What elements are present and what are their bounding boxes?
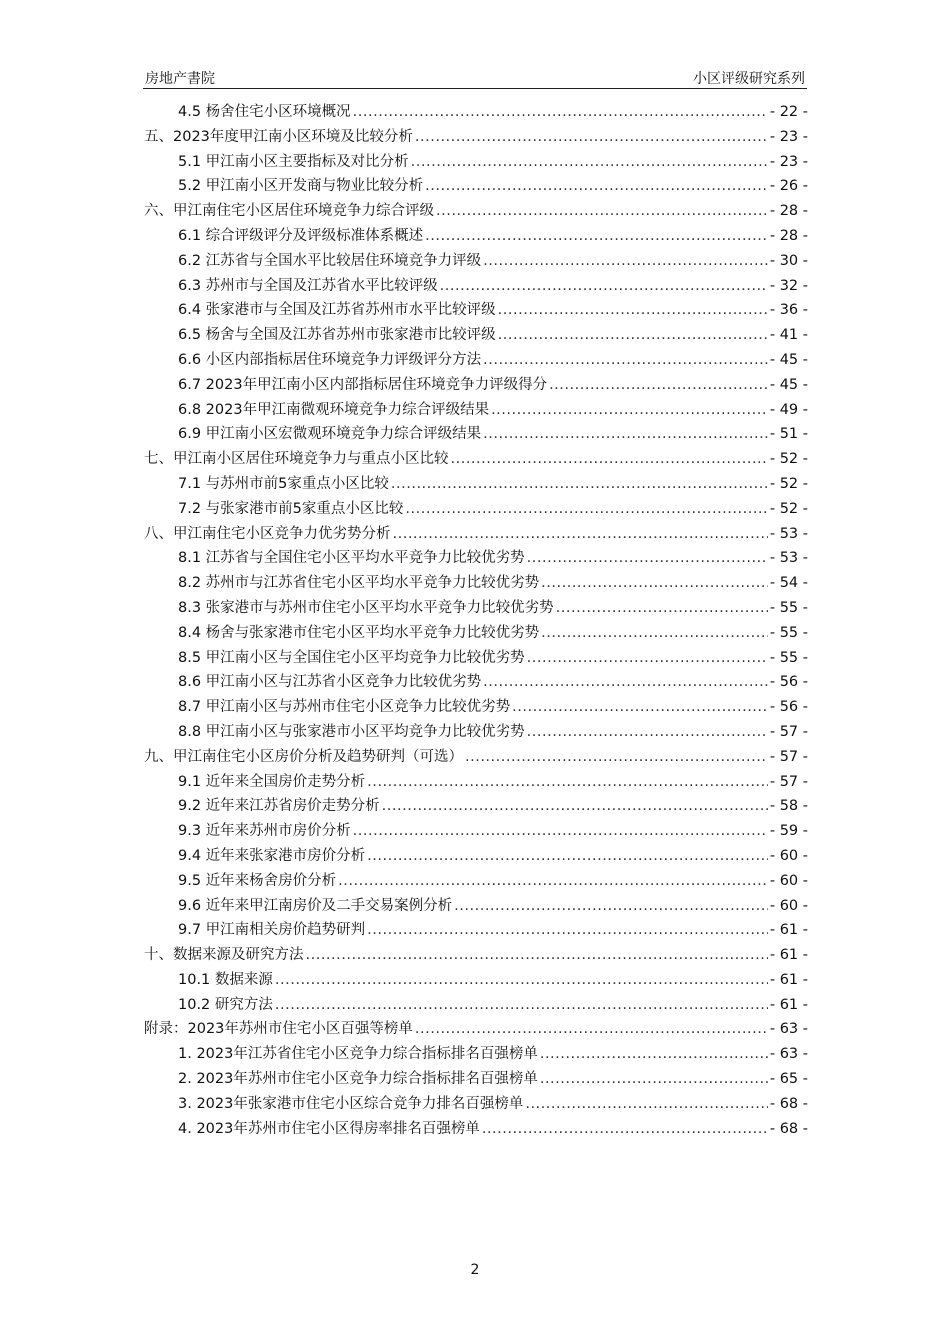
header-series-title: 小区评级研究系列 <box>693 71 805 87</box>
toc-leader-dots <box>483 352 768 368</box>
toc-entry-page: - 65 - <box>769 1071 808 1088</box>
toc-entry-page: - 36 - <box>769 302 808 319</box>
toc-entry-title: 9.7 甲江南相关房价趋势研判 <box>178 922 366 939</box>
toc-leader-dots <box>525 1096 768 1112</box>
toc-entry-title: 6.1 综合评级评分及评级标准体系概述 <box>178 227 424 244</box>
toc-entry-page: - 55 - <box>769 599 808 616</box>
toc-entry-title: 9.5 近年来杨舍房价分析 <box>178 872 337 889</box>
toc-leader-dots <box>556 600 768 616</box>
toc-leader-dots <box>405 501 767 517</box>
toc-entry-title: 6.4 张家港市与全国及江苏省苏州市水平比较评级 <box>178 302 496 319</box>
toc-leader-dots <box>411 154 768 170</box>
toc-leader-dots <box>425 178 768 194</box>
toc-entry-title: 8.1 江苏省与全国住宅小区平均水平竞争力比较优劣势 <box>178 550 525 567</box>
toc-entry[interactable] <box>144 918 808 943</box>
toc-entry-title: 6.9 甲江南小区宏微观环境竞争力综合评级结果 <box>178 426 482 443</box>
page-number: 2 <box>470 1262 480 1278</box>
toc-entry[interactable] <box>144 844 808 869</box>
toc-leader-dots <box>338 873 768 889</box>
toc-entry-title: 10.1 数据来源 <box>178 971 273 988</box>
toc-entry-title: 9.4 近年来张家港市房价分析 <box>178 847 366 864</box>
toc-entry-title: 六、甲江南住宅小区居住环境竞争力综合评级 <box>144 203 434 220</box>
toc-leader-dots <box>275 997 768 1013</box>
toc-entry[interactable] <box>144 373 808 398</box>
toc-leader-dots <box>465 749 768 765</box>
toc-entry-page: - 23 - <box>769 153 808 170</box>
toc-entry[interactable] <box>144 546 808 571</box>
toc-leader-dots <box>306 947 768 963</box>
toc-entry[interactable] <box>144 348 808 373</box>
toc-entry-title: 5.1 甲江南小区主要指标及对比分析 <box>178 153 409 170</box>
toc-leader-dots <box>415 129 768 145</box>
toc-entry[interactable] <box>144 745 808 770</box>
toc-entry-page: - 49 - <box>769 401 808 418</box>
toc-entry-page: - 23 - <box>769 128 808 145</box>
toc-entry[interactable] <box>144 125 808 150</box>
toc-entry[interactable] <box>144 249 808 274</box>
toc-entry-page: - 63 - <box>769 1021 808 1038</box>
toc-leader-dots <box>541 625 768 641</box>
toc-entry[interactable] <box>144 224 808 249</box>
table-of-contents <box>144 100 808 1141</box>
toc-entry-title: 9.2 近年来江苏省房价走势分析 <box>178 798 380 815</box>
toc-entry-title: 8.6 甲江南小区与江苏省小区竞争力比较优劣势 <box>178 674 482 691</box>
toc-entry-page: - 61 - <box>769 922 808 939</box>
toc-leader-dots <box>482 1121 768 1137</box>
toc-leader-dots <box>527 724 768 740</box>
toc-entry[interactable] <box>144 1092 808 1117</box>
toc-entry[interactable] <box>144 794 808 819</box>
toc-leader-dots <box>415 1021 768 1037</box>
toc-leader-dots <box>527 550 768 566</box>
toc-leader-dots <box>391 476 768 492</box>
toc-entry-page: - 56 - <box>769 674 808 691</box>
toc-entry-page: - 52 - <box>769 451 808 468</box>
toc-leader-dots <box>541 575 768 591</box>
toc-entry-page: - 26 - <box>769 178 808 195</box>
toc-entry-page: - 58 - <box>769 798 808 815</box>
toc-entry-title: 附录：2023年苏州市住宅小区百强等榜单 <box>144 1021 413 1038</box>
toc-entry-title: 2. 2023年苏州市住宅小区竞争力综合指标排名百强榜单 <box>178 1071 538 1088</box>
toc-entry-title: 十、数据来源及研究方法 <box>144 947 304 964</box>
toc-entry-title: 3. 2023年张家港市住宅小区综合竞争力排名百强榜单 <box>178 1095 524 1112</box>
toc-entry[interactable] <box>144 571 808 596</box>
toc-entry[interactable] <box>144 770 808 795</box>
toc-entry-page: - 57 - <box>769 723 808 740</box>
toc-entry-title: 6.3 苏州市与全国及江苏省水平比较评级 <box>178 277 438 294</box>
toc-entry-page: - 57 - <box>769 748 808 765</box>
toc-entry-page: - 53 - <box>769 550 808 567</box>
toc-entry-page: - 61 - <box>769 947 808 964</box>
toc-entry[interactable] <box>144 894 808 919</box>
toc-entry-title: 7.2 与张家港市前5家重点小区比较 <box>178 500 404 517</box>
toc-entry-page: - 56 - <box>769 699 808 716</box>
toc-entry[interactable] <box>144 596 808 621</box>
toc-leader-dots <box>393 526 768 542</box>
toc-entry[interactable] <box>144 522 808 547</box>
toc-entry[interactable] <box>144 943 808 968</box>
toc-entry[interactable] <box>144 1117 808 1142</box>
toc-entry-title: 九、甲江南住宅小区房价分析及趋势研判（可选） <box>144 748 463 765</box>
toc-leader-dots <box>367 922 768 938</box>
toc-entry[interactable] <box>144 298 808 323</box>
toc-entry[interactable] <box>144 670 808 695</box>
toc-entry[interactable] <box>144 398 808 423</box>
toc-entry-page: - 54 - <box>769 575 808 592</box>
toc-leader-dots <box>367 848 768 864</box>
toc-leader-dots <box>483 674 768 690</box>
toc-leader-dots <box>498 327 768 343</box>
toc-entry[interactable] <box>144 869 808 894</box>
page-header <box>143 66 807 89</box>
toc-entry-title: 9.6 近年来甲江南房价及二手交易案例分析 <box>178 897 453 914</box>
toc-entry[interactable] <box>144 621 808 646</box>
toc-entry-title: 7.1 与苏州市前5家重点小区比较 <box>178 475 389 492</box>
toc-leader-dots <box>367 774 768 790</box>
toc-leader-dots <box>454 898 768 914</box>
toc-entry[interactable] <box>144 720 808 745</box>
toc-entry-title: 4.5 杨舍住宅小区环境概况 <box>178 104 351 120</box>
toc-entry[interactable] <box>144 968 808 993</box>
toc-leader-dots <box>540 1071 768 1087</box>
toc-entry-page: - 61 - <box>769 971 808 988</box>
toc-entry-page: - 57 - <box>769 773 808 790</box>
toc-entry[interactable] <box>144 1017 808 1042</box>
toc-entry-page: - 52 - <box>769 500 808 517</box>
toc-entry-page: - 60 - <box>769 897 808 914</box>
toc-entry[interactable] <box>144 497 808 522</box>
toc-entry-page: - 28 - <box>769 227 808 244</box>
toc-entry[interactable] <box>144 274 808 299</box>
toc-entry-page: - 68 - <box>769 1095 808 1112</box>
toc-entry[interactable] <box>144 695 808 720</box>
toc-entry-title: 八、甲江南住宅小区竞争力优劣势分析 <box>144 525 391 542</box>
toc-entry[interactable] <box>144 199 808 224</box>
toc-entry[interactable] <box>144 323 808 348</box>
toc-entry-page: - 61 - <box>769 996 808 1013</box>
toc-entry-title: 1. 2023年江苏省住宅小区竞争力综合指标排名百强榜单 <box>178 1046 538 1063</box>
toc-entry[interactable] <box>144 646 808 671</box>
header-publisher: 房地产書院 <box>145 71 215 87</box>
toc-entry[interactable] <box>144 174 808 199</box>
toc-leader-dots <box>353 104 768 120</box>
toc-entry[interactable] <box>144 447 808 472</box>
toc-entry-title: 8.2 苏州市与江苏省住宅小区平均水平竞争力比较优劣势 <box>178 575 540 592</box>
toc-entry-title: 8.3 张家港市与苏州市住宅小区平均水平竞争力比较优劣势 <box>178 599 554 616</box>
toc-entry-page: - 22 - <box>769 104 808 120</box>
toc-entry-page: - 55 - <box>769 649 808 666</box>
toc-entry-title: 五、2023年度甲江南小区环境及比较分析 <box>144 128 413 145</box>
toc-entry-page: - 68 - <box>769 1120 808 1137</box>
toc-leader-dots <box>382 798 768 814</box>
toc-leader-dots <box>549 377 768 393</box>
toc-entry-title: 6.7 2023年甲江南小区内部指标居住环境竞争力评级得分 <box>178 376 548 393</box>
toc-leader-dots <box>451 451 768 467</box>
toc-entry-title: 6.8 2023年甲江南微观环境竞争力综合评级结果 <box>178 401 490 418</box>
toc-entry-page: - 51 - <box>769 426 808 443</box>
toc-entry[interactable] <box>144 472 808 497</box>
toc-entry[interactable] <box>144 819 808 844</box>
toc-entry[interactable] <box>144 150 808 175</box>
toc-entry-title: 10.2 研究方法 <box>178 996 273 1013</box>
toc-entry-title: 4. 2023年苏州市住宅小区得房率排名百强榜单 <box>178 1120 480 1137</box>
toc-entry-title: 8.5 甲江南小区与全国住宅小区平均竞争力比较优劣势 <box>178 649 525 666</box>
toc-entry-page: - 60 - <box>769 872 808 889</box>
toc-entry-title: 6.6 小区内部指标居住环境竞争力评级评分方法 <box>178 351 482 368</box>
toc-entry-title: 七、甲江南小区居住环境竞争力与重点小区比较 <box>144 451 449 468</box>
toc-entry[interactable] <box>144 1042 808 1067</box>
toc-leader-dots <box>491 402 768 418</box>
toc-entry-page: - 45 - <box>769 351 808 368</box>
toc-leader-dots <box>483 426 768 442</box>
toc-entry-page: - 41 - <box>769 327 808 344</box>
toc-entry[interactable] <box>144 422 808 447</box>
toc-entry-title: 6.5 杨舍与全国及江苏省苏州市张家港市比较评级 <box>178 327 496 344</box>
toc-leader-dots <box>498 302 768 318</box>
toc-entry[interactable] <box>144 1067 808 1092</box>
toc-entry-title: 9.1 近年来全国房价走势分析 <box>178 773 366 790</box>
toc-entry-page: - 63 - <box>769 1046 808 1063</box>
toc-leader-dots <box>540 1046 768 1062</box>
toc-entry-page: - 45 - <box>769 376 808 393</box>
toc-entry-page: - 30 - <box>769 252 808 269</box>
toc-entry-title: 8.4 杨舍与张家港市住宅小区平均水平竞争力比较优劣势 <box>178 624 540 641</box>
toc-entry-title: 8.8 甲江南小区与张家港市小区平均竞争力比较优劣势 <box>178 723 525 740</box>
toc-leader-dots <box>353 823 768 839</box>
toc-leader-dots <box>436 203 768 219</box>
toc-entry-title: 8.7 甲江南小区与苏州市住宅小区竞争力比较优劣势 <box>178 699 511 716</box>
toc-entry-page: - 28 - <box>769 203 808 220</box>
toc-leader-dots <box>527 650 768 666</box>
toc-leader-dots <box>512 699 768 715</box>
toc-entry-title: 9.3 近年来苏州市房价分析 <box>178 823 351 840</box>
toc-entry-title: 6.2 江苏省与全国水平比较居住环境竞争力评级 <box>178 252 482 269</box>
toc-entry-page: - 52 - <box>769 475 808 492</box>
toc-entry-page: - 53 - <box>769 525 808 542</box>
toc-entry-page: - 32 - <box>769 277 808 294</box>
toc-entry-page: - 55 - <box>769 624 808 641</box>
toc-leader-dots <box>440 278 768 294</box>
toc-entry[interactable] <box>144 993 808 1018</box>
toc-leader-dots <box>483 253 768 269</box>
toc-leader-dots <box>275 972 768 988</box>
toc-entry[interactable] <box>144 100 808 125</box>
toc-entry-page: - 59 - <box>769 823 808 840</box>
toc-entry-page: - 60 - <box>769 847 808 864</box>
toc-entry-title: 5.2 甲江南小区开发商与物业比较分析 <box>178 178 424 195</box>
toc-leader-dots <box>425 228 768 244</box>
